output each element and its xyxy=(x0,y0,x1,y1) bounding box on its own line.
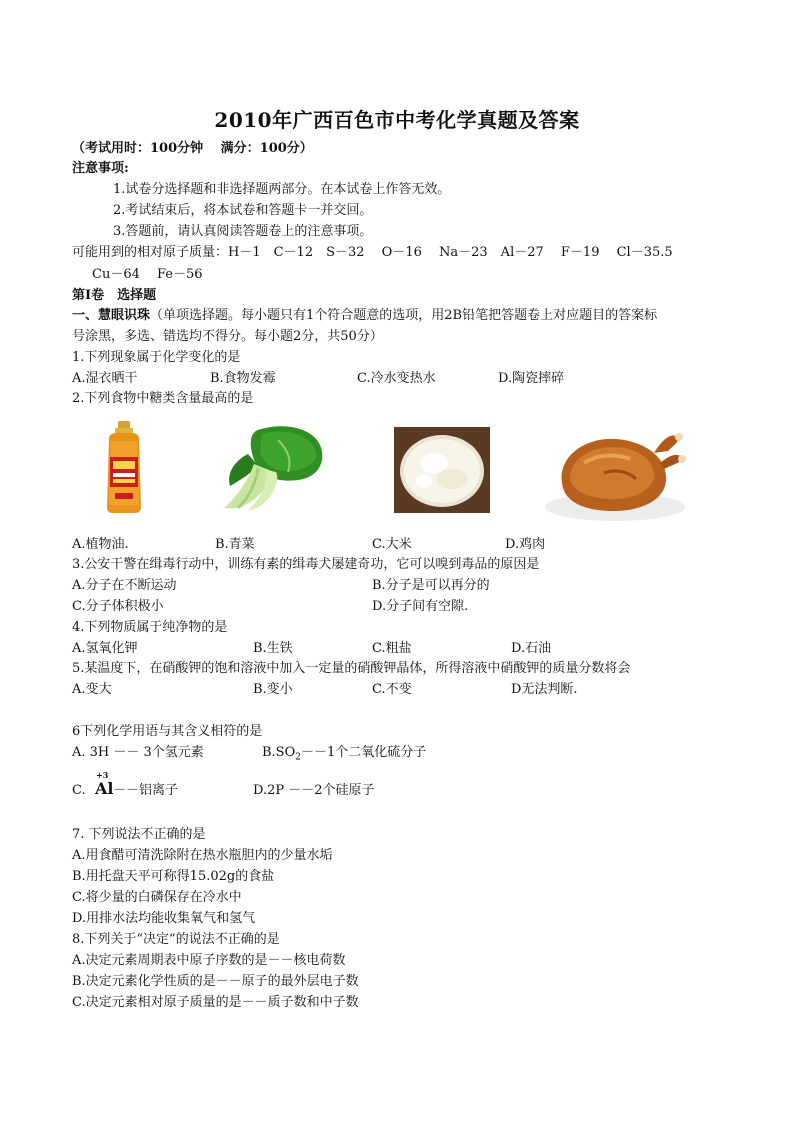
q2-option-c: C.大米 xyxy=(372,537,412,552)
q6-option-b-post: －－1个二氧化硫分子 xyxy=(300,745,427,760)
oil-bottle-icon xyxy=(103,419,145,515)
q1-option-b: B.食物发霉 xyxy=(210,371,276,386)
part1-heading: 一、慧眼识珠 xyxy=(72,308,151,323)
q8-stem: 8.下列关于“决定”的说法不正确的是 xyxy=(72,932,280,947)
q3-option-d: D.分子间有空隙. xyxy=(372,599,469,614)
part1-instructions-a: （单项选择题。每小题只有1个符合题意的选项，用2B铅笔把答题卷上对应题目的答案标 xyxy=(150,308,658,323)
q4-stem: 4.下列物质属于纯净物的是 xyxy=(72,620,228,635)
note-1: 1.试卷分选择题和非选择题两部分。在本试卷上作答无效。 xyxy=(113,182,451,197)
notes-heading: 注意事项: xyxy=(72,161,129,176)
exam-info: （考试用时：100分钟 满分：100分） xyxy=(72,141,313,156)
q4-option-b: B.生铁 xyxy=(253,641,293,656)
q4-option-c: C.粗盐 xyxy=(372,641,412,656)
q6-option-c-charge: +3 xyxy=(96,770,109,780)
q2-option-a: A.植物油. xyxy=(72,537,129,552)
q6-stem: 6下列化学用语与其含义相符的是 xyxy=(72,724,263,739)
roast-chicken-icon xyxy=(544,423,686,521)
q5-stem: 5.某温度下，在硝酸钾的饱和溶液中加入一定量的硝酸钾晶体，所得溶液中硝酸钾的质量分数将会 xyxy=(72,661,631,676)
q3-stem: 3.公安干警在缉毒行动中，训练有素的缉毒犬屡建奇功，它可以嗅到毒品的原因是 xyxy=(72,557,540,572)
q7-stem: 7. 下列说法不正确的是 xyxy=(72,827,206,842)
q4-option-a: A.氢氧化钾 xyxy=(72,641,138,656)
q3-option-c: C.分子体积极小 xyxy=(72,599,164,614)
q4-option-d: D.石油 xyxy=(511,641,552,656)
q8-option-b: B.决定元素化学性质的是－－原子的最外层电子数 xyxy=(72,974,359,989)
q2-stem: 2.下列食物中糖类含量最高的是 xyxy=(72,391,254,406)
q6-option-d: D.2P －－2个硅原子 xyxy=(253,783,375,798)
q6-option-b-sub: 2 xyxy=(295,752,301,763)
q6-option-b-pre: B.SO xyxy=(262,745,296,760)
q8-option-a: A.决定元素周期表中原子序数的是－－核电荷数 xyxy=(72,953,346,968)
q1-option-d: D.陶瓷摔碎 xyxy=(498,371,565,386)
q2-option-b: B.青菜 xyxy=(215,537,255,552)
q6-option-c-label: C. xyxy=(72,783,86,798)
q2-option-d: D.鸡肉 xyxy=(505,537,546,552)
q6-option-c-symbol: Al xyxy=(95,779,114,798)
q6-option-a: A. 3H －－ 3个氢元素 xyxy=(72,745,204,760)
q8-option-c: C.决定元素相对原子质量的是－－质子数和中子数 xyxy=(72,995,359,1010)
q5-option-a: A.变大 xyxy=(72,682,112,697)
note-3: 3.答题前，请认真阅读答题卷上的注意事项。 xyxy=(113,224,373,239)
q7-option-c: C.将少量的白磷保存在冷水中 xyxy=(72,890,242,905)
q6-option-b xyxy=(262,744,426,767)
atomic-masses-line1: 可能用到的相对原子质量：H－1 C－12 S－32 O－16 Na－23 Al－27 F－19 Cl－35.5 xyxy=(72,245,673,260)
q3-option-b: B.分子是可以再分的 xyxy=(372,578,490,593)
q5-option-b: B.变小 xyxy=(253,682,293,697)
atomic-masses-line2: Cu－64 Fe－56 xyxy=(92,267,203,282)
q3-option-a: A.分子在不断运动 xyxy=(72,578,177,593)
q1-stem: 1.下列现象属于化学变化的是 xyxy=(72,350,241,365)
section-title: 第Ⅰ卷 选择题 xyxy=(72,288,157,303)
q7-option-a: A.用食醋可清洗除附在热水瓶胆内的少量水垢 xyxy=(72,848,333,863)
part1-instructions-b: 号涂黑，多选、错选均不得分。每小题2分，共50分） xyxy=(72,329,383,344)
q1-option-a: A.湿衣晒干 xyxy=(72,371,138,386)
note-2: 2.考试结束后，将本试卷和答题卡一并交回。 xyxy=(113,203,373,218)
rice-bowl-icon xyxy=(394,427,490,513)
q5-option-c: C.不变 xyxy=(372,682,412,697)
q7-option-b: B.用托盘天平可称得15.02g的食盐 xyxy=(72,869,275,884)
q6-option-c-text: －－铝离子 xyxy=(113,783,179,798)
page-title: 2010年广西百色市中考化学真题及答案 xyxy=(214,108,580,132)
q1-option-c: C.冷水变热水 xyxy=(357,371,436,386)
bok-choy-icon xyxy=(218,420,328,516)
q5-option-d: D无法判断. xyxy=(511,682,578,697)
part1-instructions xyxy=(72,307,657,325)
q7-option-d: D.用排水法均能收集氧气和氢气 xyxy=(72,911,256,926)
